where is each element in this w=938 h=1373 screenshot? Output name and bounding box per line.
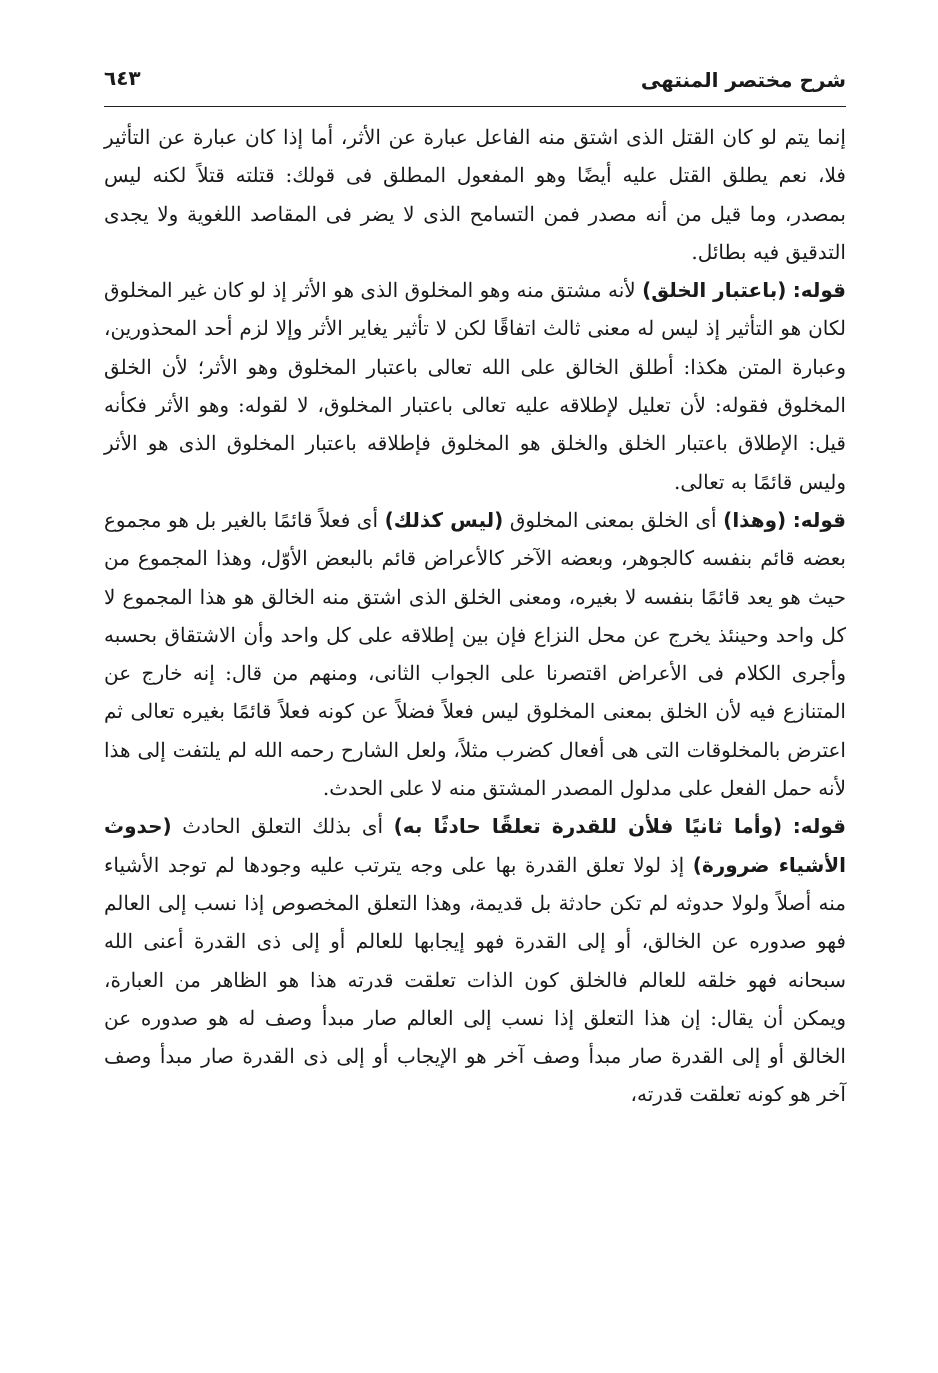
quoted-phrase: (حدوث الأشياء ضرورة) xyxy=(104,814,847,877)
quoted-phrase: (وأما ثانيًا فلأن للقدرة تعلقًا حادثًا به) xyxy=(393,814,783,839)
paragraph-text: إنما يتم لو كان القتل الذى اشتق منه الفاعل عبارة عن الأثر، أما إذا كان عبارة عن التأثير فلا، نعم يطلق القتل عليه أيضًا وهو المفعول المطلق فى قولك: قتلته قتلاً لكنه ليس بمصدر، وما قيل من أنه مصدر فمن التسامح الذى لا يضر فى المقاصد اللغوية ولا يجدى التدقيق فيه بطائل. xyxy=(104,125,846,264)
paragraph xyxy=(104,271,846,501)
quoted-phrase: (ليس كذلك) xyxy=(384,507,504,532)
running-header xyxy=(104,62,846,98)
header-rule xyxy=(104,106,846,107)
paragraph xyxy=(104,118,846,271)
quoted-phrase: (باعتبار الخلق) xyxy=(642,278,787,303)
paragraph xyxy=(104,501,846,807)
running-title: شرح مختصر المنتهى xyxy=(640,68,846,92)
paragraph-lead: قوله: xyxy=(792,278,847,303)
paragraph-text: لأنه مشتق منه وهو المخلوق الذى هو الأثر إذ لو كان غير المخلوق لكان هو التأثير إذ ليس له معنى ثالث اتفاقًا لكن لا تأثير يغاير الأثر وإلا لزم أحد المحذورين، وعبارة المتن هكذا: أطلق الخالق على الله تعالى باعتبار المخلوق وهو الأثر؛ لأن الخلق المخلوق فقوله: لأن تعليل لإطلاقه عليه تعالى باعتبار المخلوق، لا لقوله: وهو الأثر فكأنه قيل: الإطلاق باعتبار الخلق والخلق هو المخلوق فإطلاقه باعتبار المخلوق الذى هو الأثر وليس قائمًا به تعالى. xyxy=(104,278,846,494)
paragraph-text: أى بذلك التعلق الحادث xyxy=(182,814,384,839)
body-text xyxy=(104,118,846,1114)
page-number: ٦٤٣ xyxy=(104,66,141,90)
paragraph-text: أى الخلق بمعنى المخلوق xyxy=(509,507,717,532)
paragraph xyxy=(104,807,846,1113)
paragraph-lead: قوله: xyxy=(792,814,846,839)
paragraph-text: أى فعلاً قائمًا بالغير بل هو مجموع بعضه قائم بنفسه كالجوهر، وبعضه الآخر كالأعراض قائم بالبعض الأوّل، وهذا المجموع من حيث هو يعد قائمًا بنفسه لا بغيره، ومعنى الخلق الذى اشتق منه الخالق هو هذا المجموع لا كل واحد وحينئذ يخرج عن محل النزاع فإن بين إطلاقه على كل واحد وأن الاشتقاق بحسبه وأجرى الكلام فى الأعراض اقتصرنا على الجواب الثانى، ومنهم من قال: إنه خارج عن المتنازع فيه لأن الخلق بمعنى المخلوق ليس فعلاً فضلاً عن كونه فعلاً قائمًا بغيره تعالى ثم اعترض بالمخلوقات التى هى أفعال كضرب مثلاً، ولعل الشارح رحمه الله لم يلتفت إلى هذا لأنه حمل الفعل على مدلول المصدر المشتق منه لا على الحدث. xyxy=(104,507,846,801)
paragraph-text: إذ لولا تعلق القدرة بها على وجه يترتب عليه وجودها لم توجد الأشياء منه أصلاً ولولا حدوثه لم تكن حادثة بل قديمة، وهذا التعلق المخصوص إذا نسب إلى العالم فهو صدوره عن الخالق، أو إلى القدرة فهو إيجابها للعالم أو إلى ذى القدرة أعنى الله سبحانه فهو خلقه للعالم فالخلق كون الذات تعلقت قدرته هذا هو الظاهر من العبارة، ويمكن أن يقال: إن هذا التعلق إذا نسب إلى العالم صار مبدأ وصف له هو صدوره عن الخالق أو إلى القدرة صار مبدأ وصف آخر هو الإيجاب أو إلى ذى القدرة صار مبدأ وصف آخر هو كونه تعلقت قدرته، xyxy=(104,852,846,1107)
paragraph-lead: قوله: xyxy=(792,507,846,532)
quoted-phrase: (وهذا) xyxy=(723,507,787,532)
